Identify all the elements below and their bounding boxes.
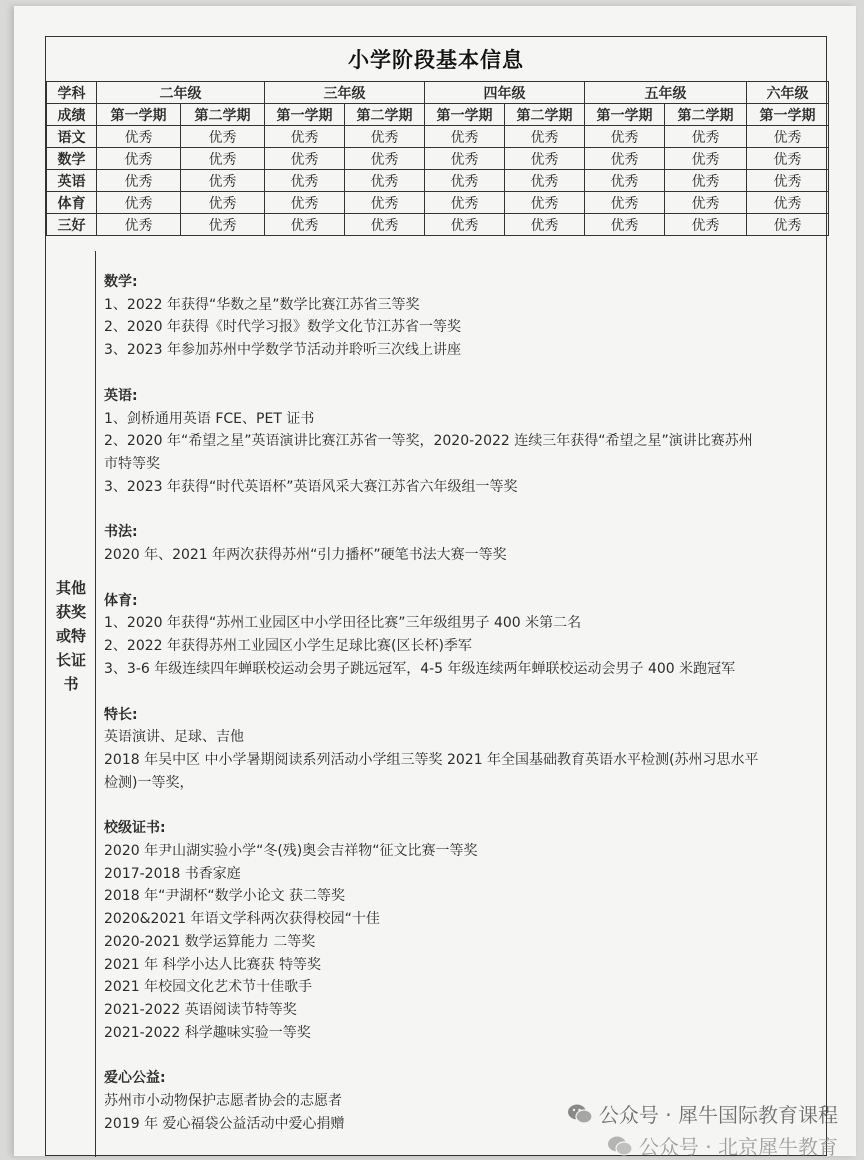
- watermark-text-secondary: 公众号 · 北京犀牛教育: [638, 1135, 838, 1159]
- grade-cell: 优秀: [265, 214, 345, 236]
- awards-label-line: 长证: [55, 651, 86, 669]
- award-line: 2020 年、2021 年两次获得苏州“引力播杯”硬笔书法大赛一等奖: [104, 547, 507, 564]
- grade-cell: 优秀: [505, 214, 585, 236]
- award-line: 1、2020 年获得“苏州工业园区中小学田径比赛”三年级组男子 400 米第二名: [104, 615, 582, 632]
- grade-header-row: [47, 82, 829, 104]
- grade-cell: 优秀: [505, 148, 585, 170]
- grade-cell: 优秀: [505, 126, 585, 148]
- table-row: [47, 148, 829, 170]
- section-title: 体育:: [104, 592, 138, 609]
- grade-cell: 优秀: [181, 148, 265, 170]
- semester-header-row: [47, 104, 829, 126]
- section-gap: [104, 1044, 826, 1067]
- grade-cell: 优秀: [665, 192, 747, 214]
- award-line: 2021-2022 英语阅读节特等奖: [104, 1001, 297, 1018]
- grade-cell: 优秀: [97, 192, 181, 214]
- grade-cell: 优秀: [425, 170, 505, 192]
- section-title: 书法:: [104, 524, 138, 541]
- corner-score: 成绩: [47, 104, 97, 126]
- grade-cell: 优秀: [265, 192, 345, 214]
- grade-cell: 优秀: [181, 214, 265, 236]
- grade-cell: 优秀: [97, 170, 181, 192]
- section-gap: [104, 362, 826, 385]
- awards-label: [46, 576, 96, 696]
- semester-header: 第一学期: [97, 104, 181, 126]
- grade-cell: 优秀: [665, 214, 747, 236]
- grade-cell: 优秀: [425, 214, 505, 236]
- award-line: 2020-2021 数学运算能力 二等奖: [104, 933, 316, 950]
- subject-cell: 体育: [47, 192, 97, 214]
- grade-cell: 优秀: [181, 170, 265, 192]
- award-line: 2、2020 年“希望之星”英语演讲比赛江苏省一等奖，2020-2022 连续三年获得“希望之星”演讲比赛苏州: [104, 433, 753, 450]
- grade-cell: 优秀: [265, 126, 345, 148]
- wechat-icon: [607, 1135, 633, 1157]
- grade-cell: 优秀: [345, 148, 425, 170]
- grade-cell: 优秀: [747, 214, 829, 236]
- grade-cell: 优秀: [747, 148, 829, 170]
- section-gap: [104, 681, 826, 704]
- awards-label-cell: [46, 251, 96, 1157]
- grade-header: 六年级: [747, 82, 829, 104]
- grade-cell: 优秀: [747, 192, 829, 214]
- section-gap: [104, 567, 826, 590]
- grade-cell: 优秀: [505, 170, 585, 192]
- award-line: 2018 年“尹湖杯“数学小论文 获二等奖: [104, 888, 346, 905]
- subject-cell: 英语: [47, 170, 97, 192]
- award-line: 3、2023 年获得“时代英语杯”英语风采大赛江苏省六年级组一等奖: [104, 478, 518, 495]
- semester-header: 第二学期: [345, 104, 425, 126]
- grade-cell: 优秀: [585, 126, 665, 148]
- section-title: 数学:: [104, 274, 138, 290]
- grade-cell: 优秀: [97, 214, 181, 236]
- award-line: 2、2020 年获得《时代学习报》数学文化节江苏省一等奖: [104, 319, 461, 336]
- grade-header: 三年级: [265, 82, 425, 104]
- grade-header: 二年级: [97, 82, 265, 104]
- grade-cell: 优秀: [345, 192, 425, 214]
- grade-cell: 优秀: [181, 192, 265, 214]
- grade-cell: 优秀: [181, 126, 265, 148]
- subject-cell: 三好: [47, 214, 97, 236]
- grade-cell: 优秀: [505, 192, 585, 214]
- awards-section: [46, 251, 828, 1157]
- semester-header: 第二学期: [665, 104, 747, 126]
- table-row: [47, 170, 829, 192]
- award-line: 2018 年吴中区 中小学暑期阅读系列活动小学组三等奖 2021 年全国基础教育英语水平检测(苏州习思水平: [104, 751, 759, 768]
- semester-header: 第一学期: [585, 104, 665, 126]
- awards-label-line: 书: [63, 675, 79, 693]
- watermark-secondary: [607, 1131, 838, 1160]
- grade-cell: 优秀: [665, 126, 747, 148]
- award-line: 1、2022 年获得“华数之星”数学比赛江苏省三等奖: [104, 296, 420, 313]
- page-title: 小学阶段基本信息: [46, 37, 826, 82]
- semester-header: 第一学期: [265, 104, 345, 126]
- semester-header: 第一学期: [747, 104, 829, 126]
- semester-header: 第一学期: [425, 104, 505, 126]
- grade-cell: 优秀: [425, 192, 505, 214]
- award-line: 市特等奖: [104, 455, 160, 472]
- award-line: 2021-2022 科学趣味实验一等奖: [104, 1024, 311, 1041]
- grade-cell: 优秀: [585, 214, 665, 236]
- grade-cell: 优秀: [265, 170, 345, 192]
- grade-cell: 优秀: [97, 148, 181, 170]
- award-line: 2019 年 爱心福袋公益活动中爱心捐赠: [104, 1115, 345, 1132]
- awards-label-line: 其他: [55, 579, 86, 597]
- grade-cell: 优秀: [665, 148, 747, 170]
- award-line: 3、3-6 年级连续四年蝉联校运动会男子跳远冠军，4-5 年级连续两年蝉联校运动会男子 400 米跑冠军: [104, 660, 736, 677]
- award-line: 2020&2021 年语文学科两次获得校园“十佳: [104, 911, 380, 928]
- table-row: [47, 126, 829, 148]
- section-title: 英语:: [104, 387, 138, 404]
- wechat-icon: [567, 1103, 593, 1125]
- grade-cell: 优秀: [425, 126, 505, 148]
- grade-cell: 优秀: [747, 170, 829, 192]
- section-gap: [104, 498, 826, 521]
- grade-cell: 优秀: [585, 148, 665, 170]
- grade-cell: 优秀: [345, 214, 425, 236]
- watermark: [567, 1099, 838, 1128]
- grades-table: [46, 81, 829, 236]
- grade-cell: 优秀: [425, 148, 505, 170]
- award-line: 英语演讲、足球、吉他: [104, 729, 244, 746]
- awards-label-line: 获奖: [55, 603, 86, 621]
- grade-cell: 优秀: [97, 126, 181, 148]
- section-title: 特长:: [104, 706, 138, 723]
- grade-cell: 优秀: [747, 126, 829, 148]
- section-title: 校级证书:: [104, 820, 166, 837]
- award-line: 检测)一等奖，: [104, 774, 194, 791]
- grade-cell: 优秀: [665, 170, 747, 192]
- grade-header: 五年级: [585, 82, 747, 104]
- subject-cell: 数学: [47, 148, 97, 170]
- table-row: [47, 214, 829, 236]
- award-line: 2021 年校园文化艺术节十佳歌手: [104, 979, 313, 996]
- grade-cell: 优秀: [585, 170, 665, 192]
- awards-label-line: 或特: [55, 627, 86, 645]
- semester-header: 第二学期: [505, 104, 585, 126]
- award-line: 2021 年 科学小达人比赛获 特等奖: [104, 956, 321, 973]
- award-line: 苏州市小动物保护志愿者协会的志愿者: [104, 1093, 342, 1110]
- awards-content: [104, 271, 826, 1136]
- grade-header: 四年级: [425, 82, 585, 104]
- award-line: 2017-2018 书香家庭: [104, 865, 241, 882]
- info-form: [45, 36, 827, 1156]
- semester-header: 第二学期: [181, 104, 265, 126]
- paper-sheet: [14, 6, 856, 1156]
- section-title: 爱心公益:: [104, 1070, 166, 1087]
- section-gap: [104, 794, 826, 817]
- award-line: 1、剑桥通用英语 FCE、PET 证书: [104, 410, 315, 427]
- watermark-text: 公众号 · 犀牛国际教育课程: [598, 1103, 838, 1127]
- grade-cell: 优秀: [345, 170, 425, 192]
- grade-cell: 优秀: [585, 192, 665, 214]
- award-line: 3、2023 年参加苏州中学数学节活动并聆听三次线上讲座: [104, 342, 461, 359]
- award-line: 2、2022 年获得苏州工业园区小学生足球比赛(区长杯)季军: [104, 638, 472, 655]
- award-line: 2020 年尹山湖实验小学“冬(残)奥会吉祥物“征文比赛一等奖: [104, 843, 478, 860]
- grade-cell: 优秀: [265, 148, 345, 170]
- subject-cell: 语文: [47, 126, 97, 148]
- corner-subject: 学科: [47, 82, 97, 104]
- grade-cell: 优秀: [345, 126, 425, 148]
- table-row: [47, 192, 829, 214]
